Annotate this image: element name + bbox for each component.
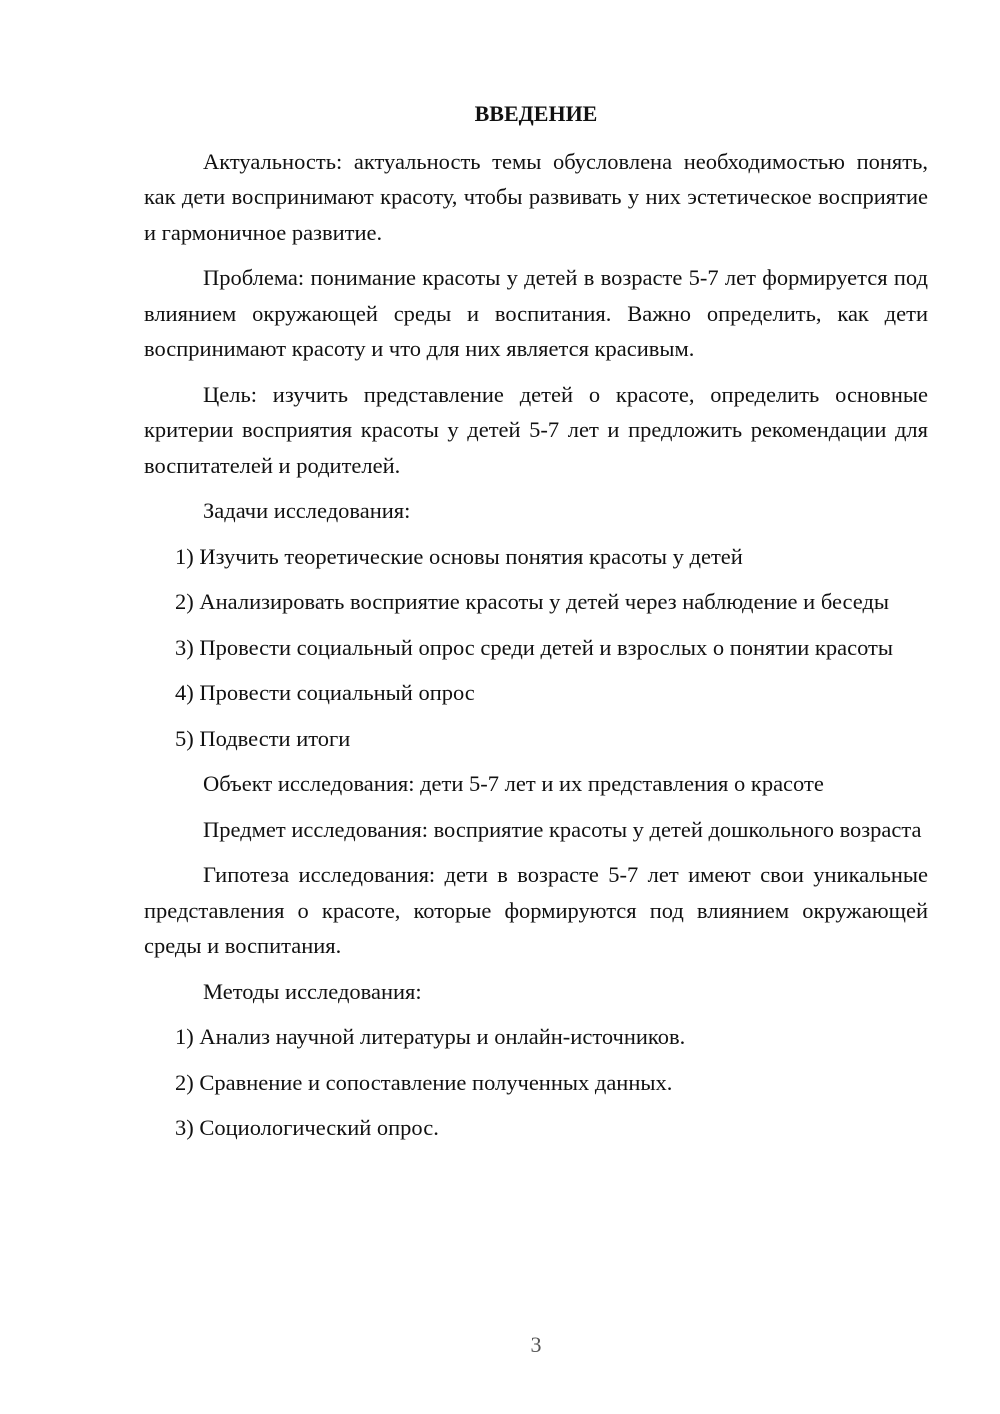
page-number: 3 [530,1332,542,1357]
tasks-heading: Задачи исследования: [203,498,411,523]
methods-heading: Методы исследования: [203,978,422,1004]
task-item-4: 4) Провести социальный опрос [175,680,475,705]
task-item-3: 3) Провести социальный опрос среди детей и взрослых о понятии красоты [175,634,893,660]
task-item-1: 1) Изучить теоретические основы понятия красоты у детей [175,543,743,569]
hypothesis-paragraph: Гипотеза исследования: дети в возрасте 5-7 лет имеют свои уникальные представления о красоте, которые формируются под влиянием окружающей среды и воспитания. [144,862,928,958]
page-content [144,96,928,1156]
section-title: ВВЕДЕНИЕ [474,101,598,126]
problem-paragraph: Проблема: понимание красоты у детей в возрасте 5-7 лет формируется под влиянием окружающей среды и воспитания. Важно определить, как дети воспринимают красоту и что для них является красивым. [144,265,928,361]
subject-paragraph: Предмет исследования: восприятие красоты у детей дошкольного возраста [203,816,922,842]
relevance-paragraph: Актуальность: актуальность темы обусловлена необходимостью понять, как дети воспринимают красоту, чтобы развивать у них эстетическое восприятие и гармоничное развитие. [144,148,928,245]
method-item-3: 3) Социологический опрос. [175,1115,439,1140]
method-item-1: 1) Анализ научной литературы и онлайн-источников. [175,1024,686,1049]
task-item-5: 5) Подвести итоги [175,725,351,751]
object-paragraph: Объект исследования: дети 5-7 лет и их представления о красоте [203,771,824,796]
goal-paragraph: Цель: изучить представление детей о красоте, определить основные критерии восприятия красоты у детей 5-7 лет и предложить рекомендации для воспитателей и родителей. [144,381,928,478]
task-item-2: 2) Анализировать восприятие красоты у детей через наблюдение и беседы [175,589,890,614]
method-item-2: 2) Сравнение и сопоставление полученных данных. [175,1069,673,1095]
